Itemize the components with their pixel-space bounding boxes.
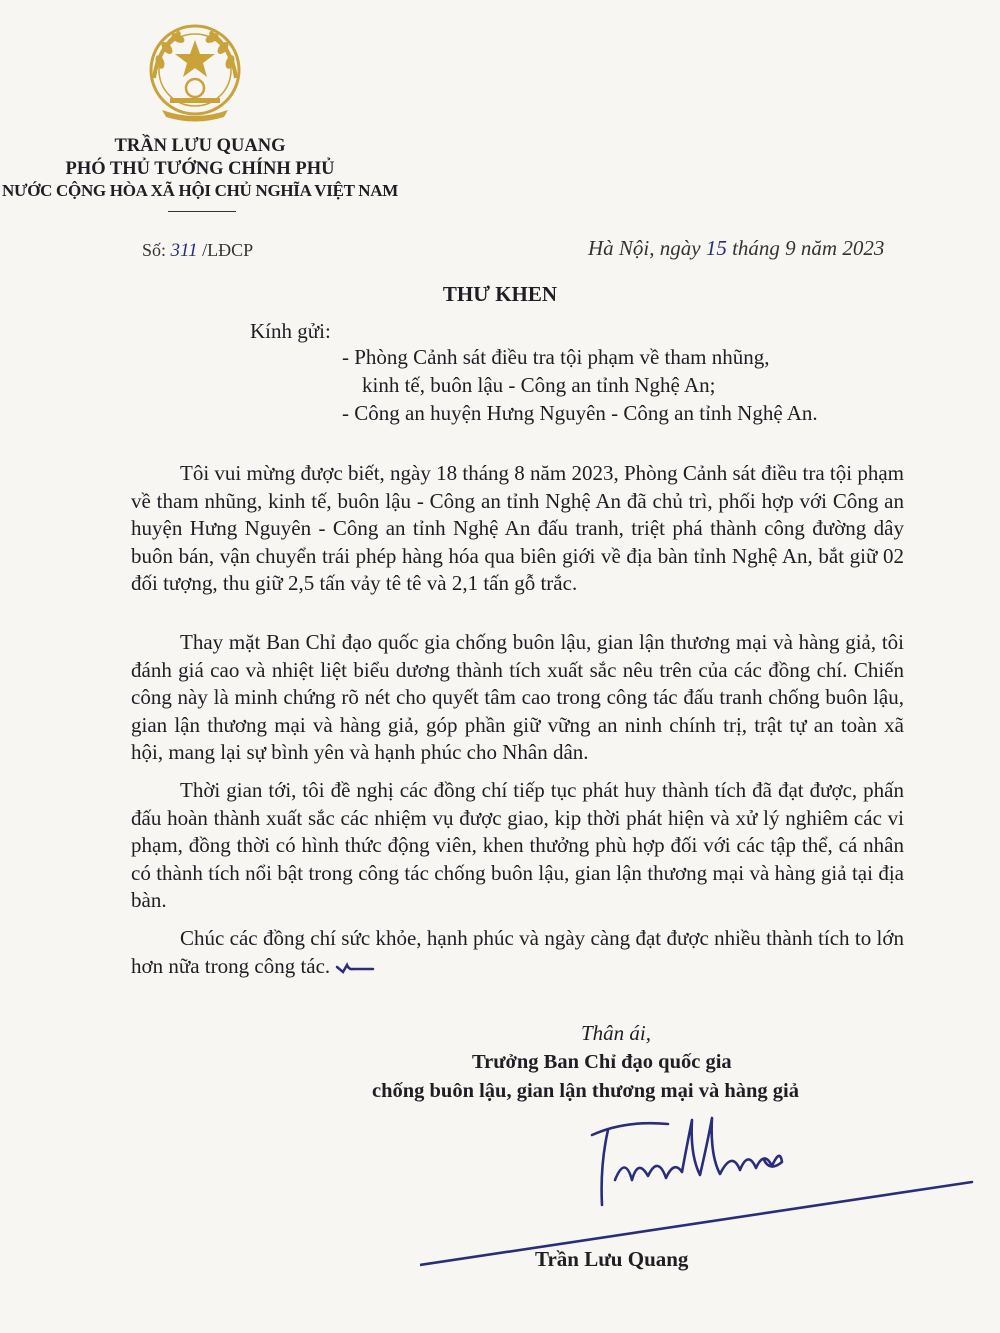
reference-number: 311 — [170, 240, 198, 261]
national-emblem-icon — [140, 18, 250, 128]
body-paragraph-2: Thay mặt Ban Chỉ đạo quốc gia chống buôn lậu, gian lận thương mại và hàng giả, tôi đánh giá cao và nhiệt liệt biểu dương thành tích xuất sắc nêu trên của các đồng chí. Chiến công này là minh chứng rõ nét cho quyết tâm cao trong công tác đấu tranh chống buôn lậu, gian lận thương mại và hàng giả, góp phần giữ vững an ninh chính trị, trật tự an toàn xã hội, mang lại sự bình yên và hạnh phúc cho Nhân dân. — [131, 630, 904, 764]
issuer-position: PHÓ THỦ TƯỚNG CHÍNH PHỦ — [65, 159, 335, 179]
body-paragraph-3: Thời gian tới, tôi đề nghị các đồng chí tiếp tục phát huy thành tích đã đạt được, phấn đấu hoàn thành xuất sắc các nhiệm vụ được giao, kịp thời phát hiện và xử lý nghiêm các vi phạm, đồng thời có hình thức động viên, khen thưởng phù hợp đối với các tập thể, cá nhân có thành tích nổi bật trong công tác chống buôn lậu, gian lận thương mại và hàng giả tại địa bàn. — [131, 778, 904, 912]
date-month-year: tháng 9 năm 2023 — [732, 236, 885, 260]
date-day: 15 — [705, 236, 727, 260]
body-paragraph-4 — [131, 925, 904, 980]
signatory-name: Trần Lưu Quang — [535, 1247, 689, 1271]
reference-prefix: Số: — [142, 240, 167, 260]
document-title: THƯ KHEN — [442, 282, 558, 306]
handwritten-signature — [420, 1110, 980, 1280]
issuer-country: NƯỚC CỘNG HÒA XÃ HỘI CHỦ NGHĨA VIỆT NAM — [1, 181, 399, 200]
issuer-name: TRẦN LƯU QUANG — [114, 136, 286, 156]
signatory-title-line-2: chống buôn lậu, gian lận thương mại và hàng giả — [372, 1080, 799, 1102]
recipient-1-line-1: - Phòng Cảnh sát điều tra tội phạm về tham nhũng, — [342, 345, 770, 369]
body-paragraph-4-text: Chúc các đồng chí sức khỏe, hạnh phúc và ngày càng đạt được nhiều thành tích to lớn hơn nữa trong công tác. — [131, 926, 904, 978]
signatory-title-line-1: Trưởng Ban Chỉ đạo quốc gia — [472, 1051, 732, 1073]
salutation: Kính gửi: — [250, 319, 331, 343]
closing: Thân ái, — [581, 1021, 652, 1045]
reference-suffix: /LĐCP — [202, 240, 254, 260]
document-date — [588, 236, 884, 261]
document-reference — [142, 240, 253, 262]
header-divider — [168, 211, 236, 212]
end-mark-icon — [335, 961, 375, 975]
date-prefix: Hà Nội, ngày — [588, 236, 701, 260]
recipient-1-line-2: kinh tế, buôn lậu - Công an tỉnh Nghệ An; — [362, 373, 716, 397]
recipient-2: - Công an huyện Hưng Nguyên - Công an tỉnh Nghệ An. — [342, 401, 818, 425]
body-paragraph-1: Tôi vui mừng được biết, ngày 18 tháng 8 năm 2023, Phòng Cảnh sát điều tra tội phạm về tham nhũng, kinh tế, buôn lậu - Công an tỉnh Nghệ An đã chủ trì, phối hợp với Công an huyện Hưng Nguyên - Công an tỉnh Nghệ An đấu tranh, triệt phá thành công đường dây buôn bán, vận chuyển trái phép hàng hóa qua biên giới về địa bàn tỉnh Nghệ An, bắt giữ 02 đối tượng, thu giữ 2,5 tấn vảy tê tê và 2,1 tấn gỗ trắc. — [131, 461, 904, 595]
